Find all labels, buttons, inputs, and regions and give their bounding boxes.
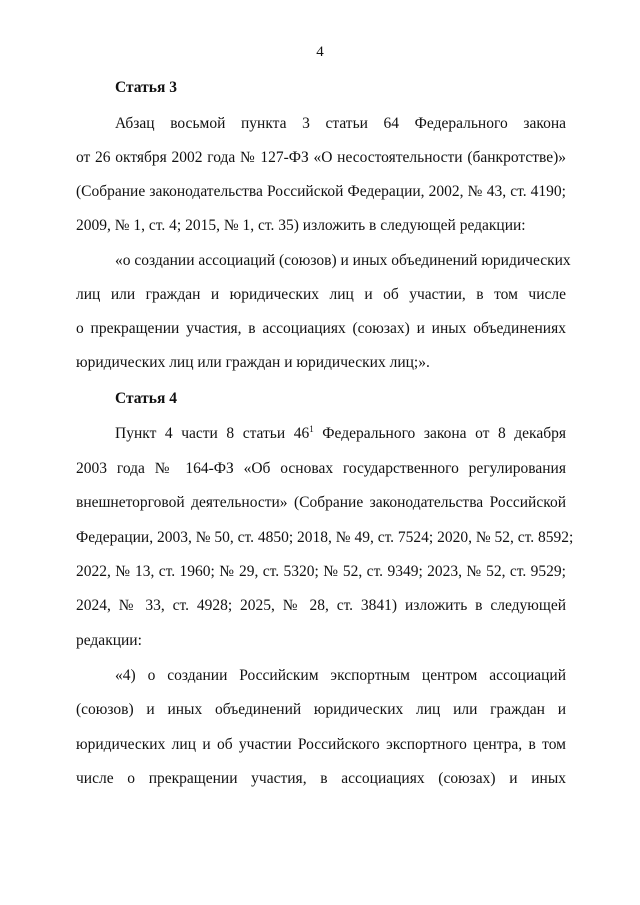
article-3-para1-line: 2009, № 1, ст. 4; 2015, № 1, ст. 35) изложить в следующей редакции: — [76, 217, 526, 234]
article-4-heading: Статья 4 — [115, 390, 177, 407]
article-4-para2-line: «4) о создании Российским экспортным центром ассоциаций — [115, 667, 566, 684]
article-4-para1-text-a: Пункт 4 части 8 статьи 46 — [115, 425, 310, 442]
page-number: 4 — [316, 44, 324, 60]
article-4-para1-line — [115, 424, 566, 444]
article-3-para1-line: от 26 октября 2002 года № 127-ФЗ «О несостоятельности (банкротстве)» — [76, 149, 566, 166]
article-3-para2-line: лиц или граждан и юридических лиц и об участии, в том числе — [76, 286, 566, 303]
article-4-para2-line: числе о прекращении участия, в ассоциациях (союзах) и иных — [76, 770, 566, 787]
article-4-para1-line: 2024, № 33, ст. 4928; 2025, № 28, ст. 3841) изложить в следующей — [76, 597, 566, 614]
article-3-para1-line: (Собрание законодательства Российской Федерации, 2002, № 43, ст. 4190; — [76, 183, 566, 200]
article-4-para1-text-b: Федерального закона от 8 декабря — [313, 425, 566, 442]
article-3-para2-line: о прекращении участия, в ассоциациях (союзах) и иных объединениях — [76, 320, 566, 337]
article-4-para1-line: 2022, № 13, ст. 1960; № 29, ст. 5320; № 52, ст. 9349; 2023, № 52, ст. 9529; — [76, 563, 566, 580]
article-3-para2-line: «о создании ассоциаций (союзов) и иных объединений юридических — [115, 252, 571, 269]
article-4-para2-line: (союзов) и иных объединений юридических лиц или граждан и — [76, 701, 566, 718]
article-4-para1-line: Федерации, 2003, № 50, ст. 4850; 2018, № 49, ст. 7524; 2020, № 52, ст. 8592; — [76, 529, 574, 546]
article-4-para2-line: юридических лиц и об участии Российского экспортного центра, в том — [76, 736, 566, 753]
article-4-para1-line: 2003 года № 164-ФЗ «Об основах государственного регулирования — [76, 460, 566, 477]
article-3-heading: Статья 3 — [115, 79, 177, 96]
article-3-para1-line: Абзац восьмой пункта 3 статьи 64 Федерального закона — [115, 115, 566, 132]
article-4-para1-line: редакции: — [76, 632, 142, 649]
superscript: 1 — [309, 423, 314, 434]
article-3-para2-line: юридических лиц или граждан и юридических лиц;». — [76, 354, 430, 371]
article-4-para1-line: внешнеторговой деятельности» (Собрание законодательства Российской — [76, 494, 566, 511]
